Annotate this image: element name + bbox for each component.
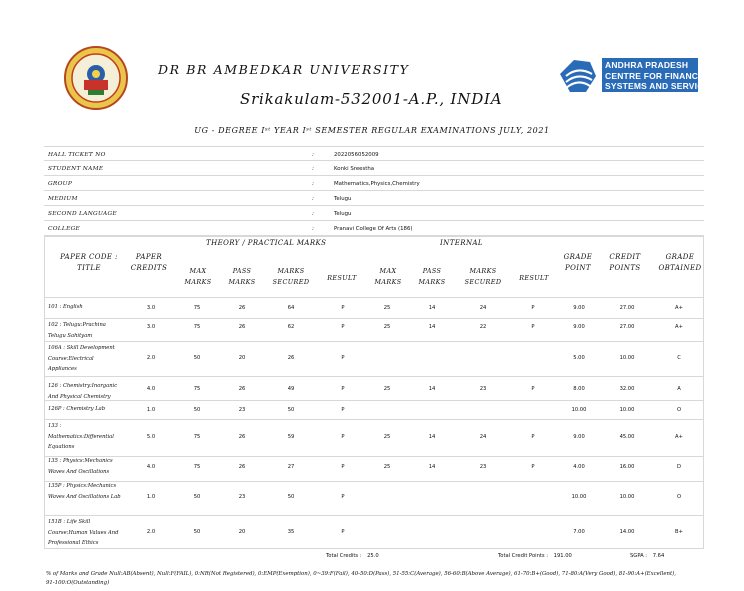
sgpa [630, 553, 664, 559]
info-label: STUDENT NAME [48, 166, 104, 172]
credit-points: 16.00 [619, 464, 635, 470]
header-grade-obtained: GRADE OBTAINED [658, 253, 702, 272]
credit-points: 32.00 [619, 386, 635, 392]
theory-result: P [341, 529, 345, 535]
grade-obtained: A+ [675, 434, 683, 440]
info-label: MEDIUM [48, 196, 78, 202]
credit-points: 10.00 [619, 494, 635, 500]
theory-max: 50 [193, 529, 201, 535]
apcfss-name: ANDHRA PRADESH CENTRE FOR FINANCIAL SYSTEMS AND SERVICES [602, 58, 698, 92]
paper-credits: 1.0 [146, 494, 156, 500]
grade-point: 9.00 [573, 324, 585, 330]
table-row [44, 423, 704, 454]
paper-title: 106A : Skill Development Course:Electrical Appliances [48, 345, 115, 372]
credit-points: 27.00 [619, 324, 635, 330]
info-value: 2022056052009 [334, 152, 379, 158]
table-row [44, 324, 704, 344]
paper-title: 133 : Mathematics:Differential Equations [48, 423, 114, 450]
header-theory-max: MAX MARKS [184, 267, 212, 286]
internal-pass: 14 [428, 434, 436, 440]
info-label: GROUP [48, 181, 73, 187]
paper-credits: 3.0 [146, 324, 156, 330]
info-row-college: COLLEGE : Pranavi College Of Arts (186) [44, 221, 704, 236]
internal-max: 25 [383, 464, 391, 470]
header-internal-max: MAX MARKS [374, 267, 402, 286]
header-internal-secured: MARKS SECURED [464, 267, 502, 286]
theory-secured: 59 [287, 434, 295, 440]
internal-result: P [531, 386, 535, 392]
header-grade-point: GRADE POINT [563, 253, 593, 272]
grade-obtained: D [677, 464, 681, 470]
header-internal-pass: PASS MARKS [418, 267, 446, 286]
grade-obtained: O [676, 407, 682, 413]
grade-point: 8.00 [573, 386, 585, 392]
internal-max: 25 [383, 305, 391, 311]
internal-secured: 23 [479, 464, 487, 470]
grade-obtained: B+ [675, 529, 683, 535]
credit-points: 10.00 [619, 407, 635, 413]
info-value: Telugu [334, 211, 352, 217]
theory-secured: 26 [287, 355, 295, 361]
theory-pass: 26 [238, 324, 246, 330]
info-row-group: GROUP : Mathematics,Physics,Chemistry [44, 176, 704, 191]
theory-secured: 64 [287, 305, 295, 311]
header-paper-code: PAPER CODE : TITLE [60, 253, 118, 272]
grade-point: 7.00 [573, 529, 585, 535]
grade-obtained: O [676, 494, 682, 500]
internal-secured: 22 [479, 324, 487, 330]
paper-title: 135P : Physics:Mechanics Waves And Oscillations Lab [48, 483, 121, 500]
theory-max: 75 [193, 386, 201, 392]
theory-max: 50 [193, 494, 201, 500]
internal-pass: 14 [428, 386, 436, 392]
theory-max: 75 [193, 434, 201, 440]
theory-pass: 26 [238, 464, 246, 470]
grade-legend: % of Marks and Grade Null:AB(Absent), Null:F(FAIL), 0:NR(Not Registered), 0:EMP(Exemption), 0~39:F(Fail), 40-50:D(Pass), 51-55:C(Average), 56-60:B(Above Average), 61-70:B+(Good), 71-80:A(Very Good), 81-90:A+(Excellent), 91-100:O(Outstanding) [46, 571, 676, 586]
info-label: SECOND LANGUAGE [48, 211, 117, 217]
paper-credits: 2.0 [146, 355, 156, 361]
grade-point: 10.00 [571, 407, 587, 413]
info-row-second-language: SECOND LANGUAGE : Telugu [44, 206, 704, 221]
paper-title: 101 : English [48, 304, 83, 310]
paper-title: 135 : Physics:Mechanics Waves And Oscillations [48, 458, 113, 475]
theory-max: 75 [193, 464, 201, 470]
table-row [44, 345, 704, 385]
theory-pass: 20 [238, 529, 246, 535]
grade-obtained: A [677, 386, 681, 392]
total-credit-points [498, 553, 572, 559]
theory-secured: 50 [287, 407, 295, 413]
internal-max: 25 [383, 386, 391, 392]
internal-secured: 23 [479, 386, 487, 392]
student-info-table [44, 146, 704, 236]
total-credit-points-value: 191.00 [553, 553, 572, 559]
paper-title: 126 : Chemistry:Inorganic And Physical Chemistry [48, 383, 118, 400]
header-internal-result: RESULT [519, 274, 549, 282]
theory-pass: 23 [238, 407, 246, 413]
internal-max: 25 [383, 324, 391, 330]
theory-pass: 26 [238, 386, 246, 392]
grade-point: 10.00 [571, 494, 587, 500]
university-name: DR BR AMBEDKAR UNIVERSITY [158, 62, 410, 77]
grade-obtained: A+ [675, 305, 683, 311]
theory-max: 50 [193, 355, 201, 361]
theory-pass: 26 [238, 434, 246, 440]
internal-pass: 14 [428, 464, 436, 470]
paper-credits: 4.0 [146, 386, 156, 392]
sgpa-label: SGPA : [630, 553, 648, 559]
theory-result: P [341, 305, 345, 311]
internal-result: P [531, 305, 535, 311]
paper-credits: 4.0 [146, 464, 156, 470]
apcfss-emblem-icon [556, 52, 600, 98]
theory-secured: 62 [287, 324, 295, 330]
table-row [44, 383, 704, 406]
grade-point: 9.00 [573, 434, 585, 440]
paper-credits: 3.0 [146, 305, 156, 311]
header-theory-secured: MARKS SECURED [272, 267, 310, 286]
grade-obtained: A+ [675, 324, 683, 330]
info-row-student-name: STUDENT NAME : Konki Sreestha [44, 161, 704, 176]
header-internal-group: INTERNAL [440, 239, 483, 247]
grade-point: 9.00 [573, 305, 585, 311]
info-value: Mathematics,Physics,Chemistry [334, 181, 420, 187]
theory-secured: 27 [287, 464, 295, 470]
info-label: HALL TICKET NO [48, 152, 106, 158]
theory-result: P [341, 407, 345, 413]
info-value: Pranavi College Of Arts (186) [334, 226, 413, 232]
theory-result: P [341, 324, 345, 330]
header-theory-pass: PASS MARKS [228, 267, 256, 286]
internal-result: P [531, 324, 535, 330]
paper-title: 126P : Chemistry Lab [48, 406, 106, 412]
paper-title: 151B : Life Skill Course:Human Values And Professional Ethics [48, 519, 119, 546]
paper-credits: 2.0 [146, 529, 156, 535]
theory-secured: 50 [287, 494, 295, 500]
paper-credits: 5.0 [146, 434, 156, 440]
theory-result: P [341, 434, 345, 440]
theory-result: P [341, 494, 345, 500]
table-row [44, 483, 704, 524]
paper-title: 102 : Telugu:Prachina Telugu Sahityam [48, 322, 106, 339]
credit-points: 45.00 [619, 434, 635, 440]
total-credits-label: Total Credits : [326, 553, 362, 559]
table-row [44, 305, 704, 319]
info-value: Telugu [334, 196, 352, 202]
header-credit-points: CREDIT POINTS [609, 253, 641, 272]
credit-points: 10.00 [619, 355, 635, 361]
apcfss-logo [556, 52, 716, 98]
grade-obtained: C [677, 355, 681, 361]
internal-pass: 14 [428, 305, 436, 311]
paper-credits: 1.0 [146, 407, 156, 413]
info-row-medium: MEDIUM : Telugu [44, 191, 704, 206]
credit-points: 27.00 [619, 305, 635, 311]
internal-max: 25 [383, 434, 391, 440]
internal-secured: 24 [479, 434, 487, 440]
theory-result: P [341, 355, 345, 361]
header-theory-group: THEORY / PRACTICAL MARKS [206, 239, 327, 247]
header-paper-credits: PAPER CREDITS [130, 253, 168, 272]
grade-point: 5.00 [573, 355, 585, 361]
exam-title: UG - DEGREE Iˢᵗ YEAR Iˢᵗ SEMESTER REGULAR EXAMINATIONS JULY, 2021 [194, 126, 550, 135]
total-credits-value: 25.0 [367, 553, 379, 559]
internal-secured: 24 [479, 305, 487, 311]
total-credit-points-label: Total Credit Points : [498, 553, 548, 559]
sgpa-value: 7.64 [652, 553, 665, 559]
table-row [44, 458, 704, 484]
theory-pass: 26 [238, 305, 246, 311]
info-value: Konki Sreestha [334, 166, 375, 172]
university-address: Srikakulam-532001-A.P., INDIA [240, 90, 503, 108]
grade-point: 4.00 [573, 464, 585, 470]
theory-max: 50 [193, 407, 201, 413]
theory-secured: 49 [287, 386, 295, 392]
info-row-hall-ticket: HALL TICKET NO : 2022056052009 [44, 146, 704, 161]
internal-result: P [531, 434, 535, 440]
theory-pass: 23 [238, 494, 246, 500]
theory-result: P [341, 386, 345, 392]
internal-result: P [531, 464, 535, 470]
credit-points: 14.00 [619, 529, 635, 535]
table-row [44, 519, 704, 549]
header-theory-result: RESULT [327, 274, 357, 282]
university-seal-logo [64, 46, 128, 110]
info-label: COLLEGE [48, 226, 81, 232]
theory-pass: 20 [238, 355, 246, 361]
table-row [44, 407, 704, 419]
theory-max: 75 [193, 305, 201, 311]
theory-secured: 35 [287, 529, 295, 535]
internal-pass: 14 [428, 324, 436, 330]
theory-max: 75 [193, 324, 201, 330]
total-credits [326, 553, 379, 559]
theory-result: P [341, 464, 345, 470]
